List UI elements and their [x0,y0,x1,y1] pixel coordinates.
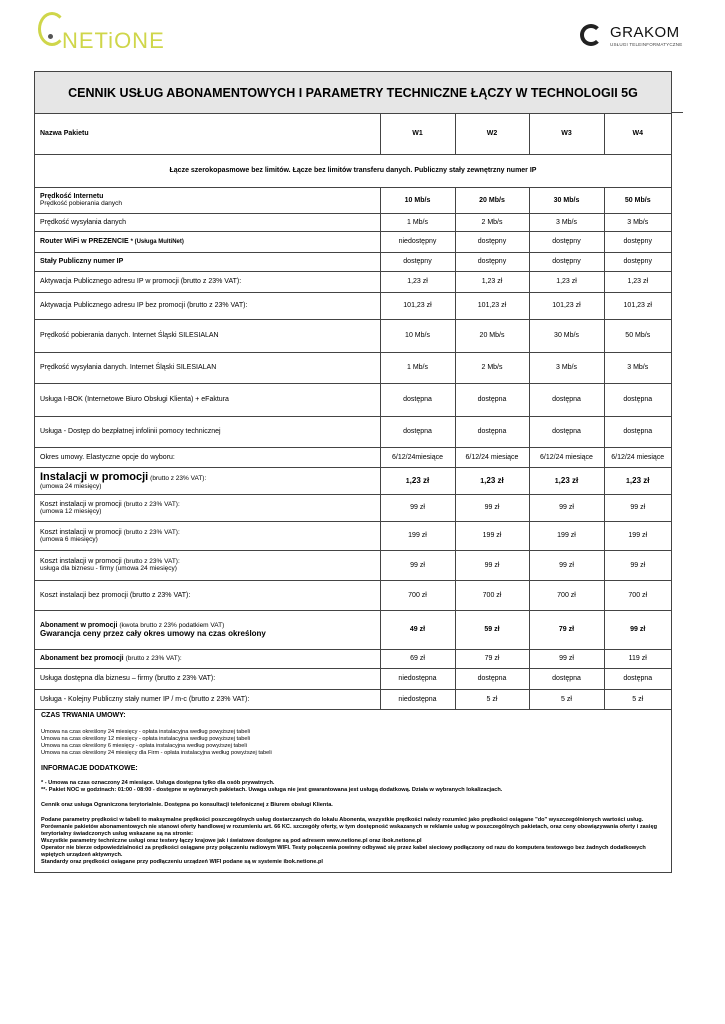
row-value-w2: 99 zł [455,494,529,521]
note-line: Standardy oraz prędkości osiągane przy podłączeniu urządzeń WIFI podane są w systemie ibok.netione.pl [41,859,323,865]
row-label-sub: Gwarancja ceny przez cały okres umowy na czas określony [40,628,266,638]
row-value-w1: 99 zł [380,550,455,580]
row-value-w4: dostępny [604,252,671,271]
table-row [35,580,671,610]
row-value-w1: niedostępny [380,231,455,252]
info-heading: INFORMACJE DODATKOWE: [41,765,138,772]
row-value-w1: 49 zł [380,610,455,649]
row-value-w3: 3 Mb/s [529,352,604,383]
row-value-w2: 20 Mb/s [455,187,529,213]
row-label-suffix: (kwota brutto z 23% podatkiem VAT) [119,621,225,629]
note-line: Operator nie bierze odpowiedzialności za prędkości osiągane przy połączeniu radiowym WIFI. Testy połączenia powinny odbywać się przez kabel sieciowy podłączony od razu do komputera testowego bez żadnych dodatkowych wpiętych urządzeń aktywnych. [41,845,646,858]
row-value-w3: 99 zł [529,649,604,668]
price-decimal: ,23 zł [558,476,579,485]
table-row [35,467,671,494]
row-label-text: Usługa dostępna dla biznesu – firmy (brutto z 23% VAT): [40,675,216,682]
row-label-text: Aktywacja Publicznego adresu IP bez promocji (brutto z 23% VAT): [40,302,248,309]
row-label-sub: (umowa 24 miesięcy) [40,483,102,490]
row-value-w2: 101,23 zł [455,292,529,319]
table-row [35,494,671,521]
row-label-text: Stały Publiczny numer IP [40,258,124,265]
row-label-sub: usługa dla biznesu - firmy (umowa 24 miesięcy) [40,565,177,572]
row-value-w1: 99 zł [380,494,455,521]
row-value-w3: dostępna [529,416,604,447]
row-label-text: Abonament w promocji [40,621,118,629]
grakom-logo-text: GRAKOM [610,24,680,41]
row-label [35,292,380,319]
row-label [35,187,380,213]
row-label-suffix: (brutto z 23% VAT): [150,475,207,482]
row-label-text: Usługa - Kolejny Publiczny stały numer IP / m-c (brutto z 23% VAT): [40,695,250,703]
note-line: Podane parametry prędkości w tabeli to maksymalne prędkości poszczególnych usług dostarczanych do lokalu Abonenta, wszystkie prędkości należy rozumieć jako prędkości osiągane "do" wyszczególnionych wartości usług. [41,817,644,823]
package-w2: W2 [455,113,529,154]
pricing-document [34,71,672,873]
row-value-w2: 2 Mb/s [455,213,529,231]
row-value-w2: 199 zł [455,521,529,550]
row-value-w4: 3 Mb/s [604,352,671,383]
price-main: 1 [480,478,485,485]
row-value-w2: 2 Mb/s [455,352,529,383]
netione-logo-text: NETiONE [62,28,165,53]
package-w1: W1 [380,113,455,154]
row-label-text: Aktywacja Publicznego adresu IP w promocji (brutto z 23% VAT): [40,278,242,285]
row-label-sub: (umowa 12 miesięcy) [40,507,102,515]
row-label [35,319,380,352]
table-row [35,550,671,580]
row-label-text: Usługa - Dostęp do bezpłatnej infolinii pomocy technicznej [40,428,221,435]
row-label [35,231,380,252]
row-value-w1: niedostępna [380,689,455,709]
row-label [35,689,380,709]
row-value-w4: dostępna [604,416,671,447]
row-label-text: Prędkość Internetu [40,193,104,200]
table-row [35,447,671,467]
row-label [35,494,380,521]
row-value-w1: 10 Mb/s [380,187,455,213]
notes-section [41,712,663,866]
row-value-w2: 6/12/24 miesiące [455,447,529,467]
row-value-w1: 10 Mb/s [380,319,455,352]
row-value-w4: 101,23 zł [604,292,671,319]
row-value-w4: dostępna [604,668,671,689]
row-label [35,610,380,649]
note-line: **- Pakiet NOC w godzinach: 01:00 - 08:00 - dostępne w wybranych pakietach. Uwaga usługa nie jest gwarantowana jest usługą dodatkową. Działa w wybranych lokalizacjach. [41,787,503,793]
row-label [35,447,380,467]
table-row [35,521,671,550]
row-value-w4: 1,23 zł [604,271,671,292]
row-value-w3: 101,23 zł [529,292,604,319]
row-value-w1: niedostępna [380,668,455,689]
row-value-w4: 199 zł [604,521,671,550]
row-value-w3: dostępna [529,668,604,689]
price-decimal: ,23 zł [409,476,430,485]
note-line: Wszystkie parametry techniczne usługi oraz testery łączy krajowe jak i światowe dostępne są pod adresem www.netione.pl oraz ibok.netione.pl [41,838,422,844]
row-value-w2: 59 zł [455,610,529,649]
row-value-w3: 199 zł [529,521,604,550]
header-row [35,113,671,154]
note-line: Umowa na czas określony 24 miesięcy dla Firm - opłata instalacyjna według powyższej tabeli [41,750,272,756]
package-name-label: Nazwa Pakietu [35,113,380,154]
package-w4: W4 [604,113,671,154]
row-value-w4: 3 Mb/s [604,213,671,231]
row-label [35,649,380,668]
offer-banner: Łącze szerokopasmowe bez limitów. Łącze bez limitów transferu danych. Publiczny stały zewnętrzny numer IP [35,154,671,187]
info-list-a [41,780,663,794]
row-value-w1: 101,23 zł [380,292,455,319]
row-value-w1: dostępna [380,416,455,447]
row-label-text: Koszt instalacji w promocji [40,558,122,565]
table-row [35,187,671,213]
row-value-w3: 3 Mb/s [529,213,604,231]
price-main: 1 [554,478,559,485]
price-main: 1 [405,478,410,485]
row-label-sub: Prędkość pobierania danych [40,200,123,207]
row-value-w3 [529,467,604,494]
row-value-w4: 99 zł [604,610,671,649]
row-value-w3: 30 Mb/s [529,319,604,352]
row-label-text: Prędkość pobierania danych. Internet Śląski SILESIALAN [40,332,219,339]
table-row [35,352,671,383]
duration-list [41,729,663,757]
pricing-table [35,113,671,710]
row-value-w4: 5 zł [604,689,671,709]
row-label [35,550,380,580]
row-label-suffix: (brutto z 23% VAT): [123,500,180,508]
row-value-w2: 20 Mb/s [455,319,529,352]
row-value-w2: 5 zł [455,689,529,709]
row-value-w1: dostępny [380,252,455,271]
row-label-text: Okres umowy. Elastyczne opcje do wyboru: [40,453,175,461]
row-label [35,352,380,383]
row-label-text: Prędkość wysyłania danych. Internet Śląski SILESIALAN [40,364,217,371]
banner-row [35,154,671,187]
row-value-w1: 199 zł [380,521,455,550]
row-value-w4: dostępna [604,383,671,416]
price-decimal: ,23 zł [484,476,504,485]
title-divider-extension [672,112,683,113]
row-value-w3: 79 zł [529,610,604,649]
row-label-text: Abonament bez promocji [40,655,124,662]
note-line: Umowa na czas określony 12 miesięcy - opłata instalacyjna według powyższej tabeli [41,736,250,742]
row-label [35,467,380,494]
row-label-suffix: (brutto z 23% VAT): [125,655,182,662]
row-value-w3: 99 zł [529,494,604,521]
info-territory: Cennik oraz usługa Ograniczona terytorialnie. Dostępna po konsultacji telefonicznej z Biurem obsługi Klienta. [41,802,333,808]
row-value-w4 [604,467,671,494]
row-value-w3: 5 zł [529,689,604,709]
row-value-w1: 6/12/24miesiące [380,447,455,467]
row-value-w3: 1,23 zł [529,271,604,292]
row-value-w3: 99 zł [529,550,604,580]
table-row [35,213,671,231]
note-line: * - Umowa na czas oznaczony 24 miesiące. Usługa dostępna tylko dla osób prywatnych. [41,780,275,786]
row-value-w4: 99 zł [604,494,671,521]
row-value-w2: dostępna [455,383,529,416]
row-value-w2: dostępny [455,231,529,252]
row-label-text: Instalacji w promocji [40,471,149,483]
row-value-w4: dostępny [604,231,671,252]
row-value-w3: dostępny [529,252,604,271]
row-value-w4: 50 Mb/s [604,319,671,352]
row-value-w2: 1,23 zł [455,271,529,292]
row-value-w1: 69 zł [380,649,455,668]
page-title: CENNIK USŁUG ABONAMENTOWYCH I PARAMETRY TECHNICZNE ŁĄCZY W TECHNOLOGII 5G [35,72,671,114]
row-label [35,213,380,231]
row-label-suffix: (brutto z 23% VAT): [123,558,180,565]
row-label-text: Koszt instalacji w promocji [40,528,122,536]
row-label-text: Koszt instalacji bez promocji (brutto z 23% VAT): [40,591,191,599]
row-value-w3: 6/12/24 miesiące [529,447,604,467]
note-line: Porównanie pakietów abonamentowych nie stanowi oferty handlowej w rozumieniu art. 66 KC. szczegóły oferty, w tym dostępność wskazanych w reklamie usług w poszczególnych pakietach, oraz ceny obowiązywania oferty i zasięg terytorialny świadczonych usług wskazane są na stronie: [41,824,657,837]
row-value-w2: dostępny [455,252,529,271]
table-row [35,649,671,668]
row-value-w3: 30 Mb/s [529,187,604,213]
row-label-note: * (Usługa MultiNet) [130,239,184,245]
row-value-w2 [455,467,529,494]
price-decimal: ,23 zł [629,476,650,485]
row-value-w2: dostępna [455,668,529,689]
table-row [35,252,671,271]
row-value-w3: dostępna [529,383,604,416]
info-list-c [41,817,663,866]
row-value-w1: 1 Mb/s [380,213,455,231]
netione-logo [38,12,208,54]
table-row [35,668,671,689]
row-value-w4: 700 zł [604,580,671,610]
grakom-logo-mark-icon [580,24,602,46]
table-row [35,292,671,319]
note-line: Umowa na czas określony 24 miesięcy - opłata instalacyjna według powyższej tabeli [41,729,250,735]
row-value-w1: 1,23 zł [380,271,455,292]
row-label-text: Koszt instalacji w promocji [40,500,122,508]
table-row [35,319,671,352]
row-value-w2: 700 zł [455,580,529,610]
row-value-w4: 6/12/24 miesiące [604,447,671,467]
row-label [35,271,380,292]
row-label-text: Router WiFi w PREZENCIE [40,238,129,245]
row-label-text: Usługa I-BOK (Internetowe Biuro Obsługi Klienta) + eFaktura [40,396,229,403]
netione-logo-dot-icon [48,34,53,39]
row-value-w4: 50 Mb/s [604,187,671,213]
grakom-logo-tagline: USŁUGI TELEINFORMATYCZNE [610,42,683,47]
row-label [35,383,380,416]
row-value-w2: 79 zł [455,649,529,668]
table-row [35,416,671,447]
row-label-sub: (umowa 6 miesięcy) [40,535,98,543]
table-row [35,610,671,649]
row-value-w1: 700 zł [380,580,455,610]
duration-heading: CZAS TRWANIA UMOWY: [41,712,126,719]
row-value-w2: 99 zł [455,550,529,580]
grakom-logo [580,22,690,52]
table-row [35,271,671,292]
note-line: Umowa na czas określony 6 miesięcy - opłata instalacyjna według powyższej tabeli [41,743,247,749]
row-value-w1: dostępna [380,383,455,416]
row-value-w1: 1 Mb/s [380,352,455,383]
table-row [35,689,671,709]
row-value-w2: dostępna [455,416,529,447]
row-value-w3: 700 zł [529,580,604,610]
row-label [35,521,380,550]
table-row [35,383,671,416]
row-label-text: Prędkość wysyłania danych [40,218,126,226]
row-value-w3: dostępny [529,231,604,252]
row-label-suffix: (brutto z 23% VAT): [123,528,180,536]
price-main: 1 [626,478,630,485]
row-label [35,416,380,447]
row-label [35,252,380,271]
row-value-w4: 119 zł [604,649,671,668]
row-label [35,580,380,610]
row-label [35,668,380,689]
package-w3: W3 [529,113,604,154]
table-row [35,231,671,252]
row-value-w1 [380,467,455,494]
row-value-w4: 99 zł [604,550,671,580]
